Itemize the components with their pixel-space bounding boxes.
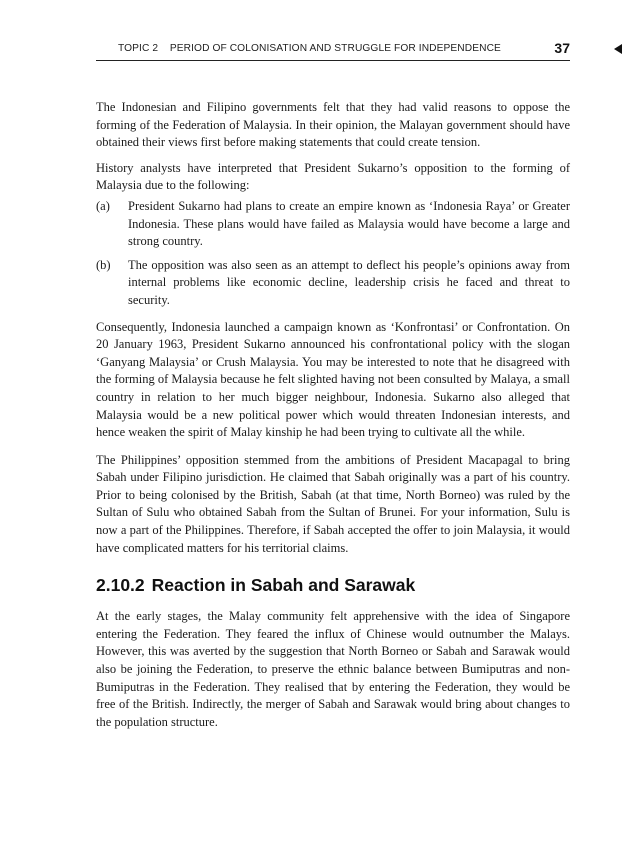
list-marker: (b)	[96, 257, 111, 272]
reasons-list	[96, 198, 570, 310]
list-item-text: President Sukarno had plans to create an empire known as ‘Indonesia Raya’ or Greater Indonesia. These plans would have failed as Malaysia would have become a large and strong country.	[128, 198, 570, 249]
paragraph-2: History analysts have interpreted that President Sukarno’s opposition to the forming of Malaysia due to the following:	[96, 160, 570, 193]
paragraph-3: Consequently, Indonesia launched a campaign known as ‘Konfrontasi’ or Confrontation. On 20 January 1963, President Sukarno announced his confrontational policy with the slogan ‘Ganyang Malaysia’ or Crush Malaysia. You may be interested to note that he disagreed with the forming of Malaysia because he felt slighted having not been consulted by Malaya, a small country in relation to her much bigger neighbour, Indonesia. Sukarno also alleged that Malaysia would be a new political power which would threaten Indonesian interests, and hence weaken the spirit of Malay kinship he had been trying to cultivate all the while.	[96, 319, 570, 440]
list-item	[96, 257, 570, 310]
paragraph-4: The Philippines’ opposition stemmed from the ambitions of President Macapagal to bring Sabah under Filipino jurisdiction. He claimed that Sabah originally was a part of his country. Prior to being colonised by the British, Sabah (at that time, North Borneo) was ruled by the Sultan of Sulu who obtained Sabah from the Sultan of Brunei. For your information, Sulu is now a part of the Philippines. Therefore, if Sabah accepted the offer to join Malaysia, it would have complicated matters for his territorial claims.	[96, 452, 570, 555]
page-body	[96, 99, 570, 739]
header-topic: TOPIC 2 PERIOD OF COLONISATION AND STRUGGLE FOR INDEPENDENCE	[118, 43, 501, 54]
section-heading	[96, 574, 570, 596]
page-number: 37	[554, 40, 570, 56]
left-triangle-icon	[614, 44, 622, 54]
paragraph-1: The Indonesian and Filipino governments felt that they had valid reasons to oppose the forming of the Federation of Malaysia. In their opinion, the Malayan government should have obtained their views first before making statements that could create tension.	[96, 100, 570, 150]
list-item	[96, 198, 570, 251]
section-number: 2.10.2	[96, 575, 145, 596]
paragraph-5: At the early stages, the Malay community felt apprehensive with the idea of Singapore entering the Federation. They feared the influx of Chinese would outnumber the Malays. However, this was averted by the suggestion that North Borneo or Sabah and Sarawak would also be joining the Federation, to preserve the ethnic balance between Bumiputras and non-Bumiputras in the Federation. They realised that by entering the Federation, they would be free of the British. Indirectly, the merger of Sabah and Sarawak would bring about changes to the population structure.	[96, 609, 570, 729]
list-item-text: The opposition was also seen as an attempt to deflect his people’s opinions away from internal problems like economic decline, leadership crisis he faced and threat to security.	[128, 257, 570, 307]
section-title: Reaction in Sabah and Sarawak	[151, 575, 416, 596]
page-header	[96, 40, 570, 61]
list-marker: (a)	[96, 198, 110, 213]
